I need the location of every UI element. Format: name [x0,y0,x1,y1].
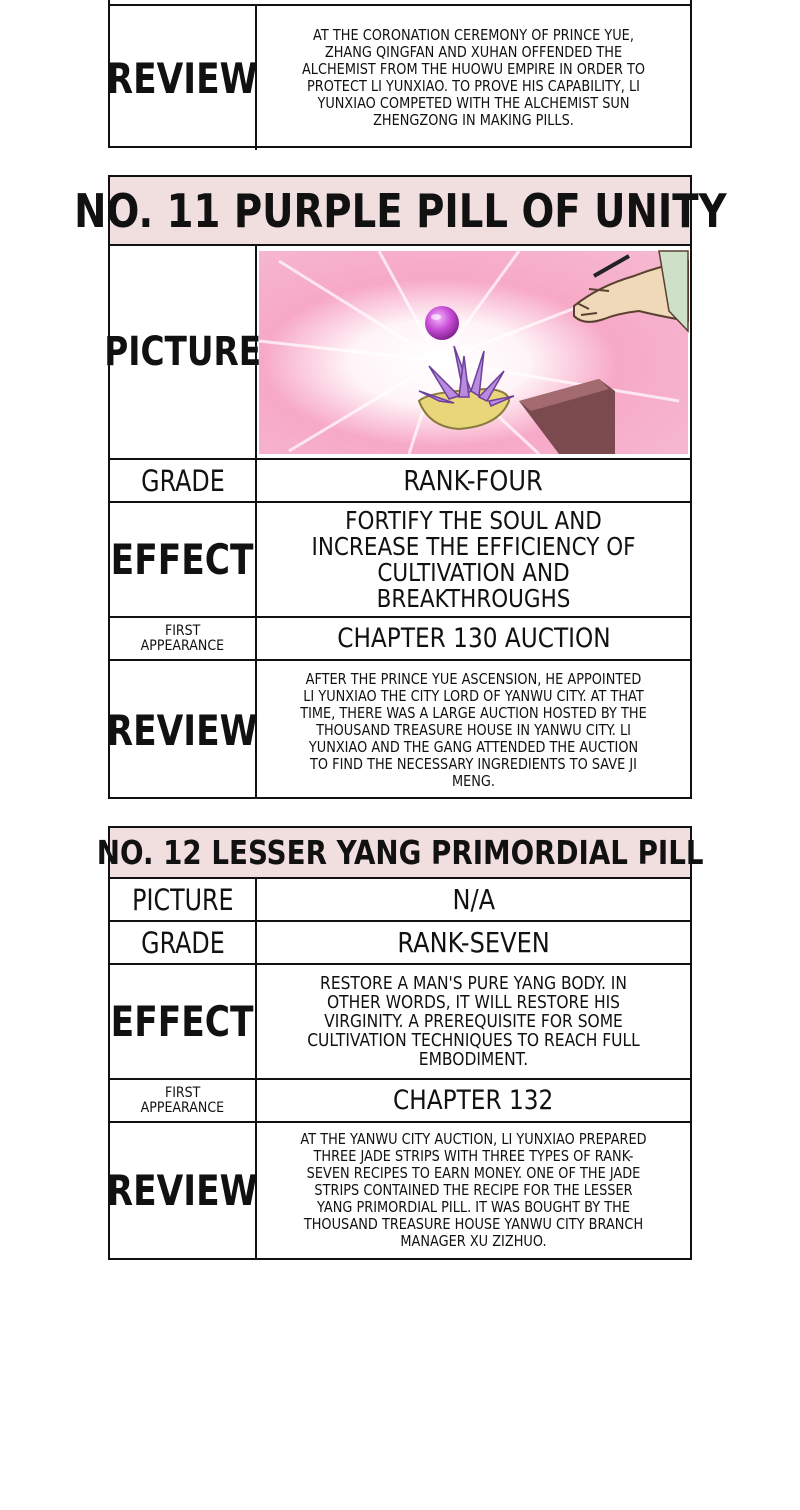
first-appearance-row [110,616,690,659]
effect-row [110,501,690,616]
effect-value: RESTORE A MAN'S PURE YANG BODY. IN OTHER WORDS, IT WILL RESTORE HIS VIRGINITY. A PREREQUISITE FOR SOME CULTIVATION TECHNIQUES TO REACH FULL EMBODIMENT. [307,973,640,1070]
review-label: REVIEW [110,661,257,799]
picture-label: PICTURE [110,879,257,920]
grade-row [110,458,690,501]
pill-title: NO. 12 LESSER YANG PRIMORDIAL PILL [110,828,690,877]
pill-card-previous [108,0,692,148]
first-appearance-value: CHAPTER 130 AUCTION [336,623,611,654]
grade-label: GRADE [110,460,257,501]
review-row [106,4,690,150]
grade-label: GRADE [110,922,257,963]
grade-value: RANK-FOUR [403,464,544,497]
pill-title: NO. 11 PURPLE PILL OF UNITY [110,177,690,244]
review-text: AT THE CORONATION CEREMONY OF PRINCE YUE, ZHANG QINGFAN AND XUHAN OFFENDED THE ALCHEMIST FROM THE HUOWU EMPIRE IN ORDER TO PROTECT LI YUNXIAO. TO PROVE HIS CAPABILITY, LI YUNXIAO COMPETED WITH THE ALCHEMIST SUN ZHENGZONG IN MAKING PILLS. [301,26,646,129]
pill-illustration [259,251,688,454]
picture-value: N/A [452,883,495,916]
picture-row [104,244,690,458]
review-label: REVIEW [110,1123,257,1258]
effect-label: EFFECT [110,503,257,616]
first-appearance-value: CHAPTER 132 [393,1085,554,1116]
pill-card-12 [96,826,704,1260]
picture-cell [257,246,690,458]
review-row [106,659,690,799]
picture-label: PICTURE [110,246,257,458]
first-appearance-row [110,1078,690,1121]
first-appearance-label: FIRST APPEARANCE [110,618,257,659]
review-text: AT THE YANWU CITY AUCTION, LI YUNXIAO PREPARED THREE JADE STRIPS WITH THREE TYPES OF RANK-SEVEN RECIPES TO EARN MONEY. ONE OF THE JADE STRIPS CONTAINED THE RECIPE FOR THE LESSER YANG PRIMORDIAL PILL. IT WAS BOUGHT BY THE THOUSAND TREASURE HOUSE YANWU CITY BRANCH MANAGER XU ZIZHUO. [300,1130,647,1250]
grade-row [110,920,690,963]
grade-value: RANK-SEVEN [397,926,550,959]
pill-card-11 [73,175,727,799]
review-row [106,1121,690,1258]
effect-label: EFFECT [110,965,257,1078]
review-text: AFTER THE PRINCE YUE ASCENSION, HE APPOINTED LI YUNXIAO THE CITY LORD OF YANWU CITY. AT THAT TIME, THERE WAS A LARGE AUCTION HOSTED BY THE THOUSAND TREASURE HOUSE IN YANWU CITY. LI YUNXIAO AND THE GANG ATTENDED THE AUCTION TO FIND THE NECESSARY INGREDIENTS TO SAVE JI MENG. [300,669,647,790]
review-label: REVIEW [110,6,257,150]
picture-row [110,877,690,920]
effect-row [110,963,690,1078]
purple-pill-image [259,251,688,454]
effect-value: FORTIFY THE SOUL AND INCREASE THE EFFICIENCY OF CULTIVATION AND BREAKTHROUGHS [311,505,636,613]
first-appearance-label: FIRST APPEARANCE [110,1080,257,1121]
